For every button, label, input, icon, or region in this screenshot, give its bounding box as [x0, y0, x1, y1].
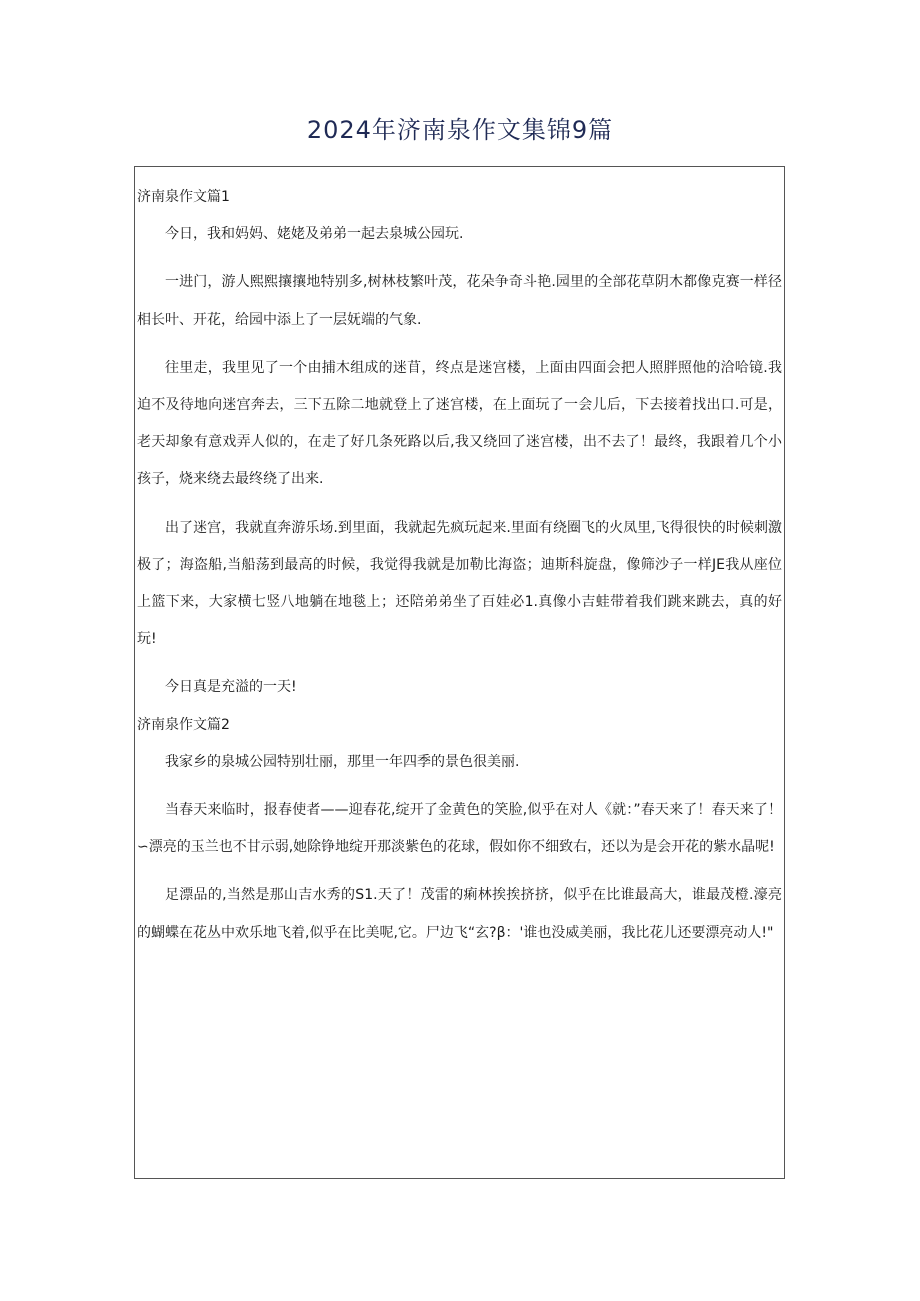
- paragraph: 出了迷宫，我就直奔游乐场.到里面，我就起先疯玩起来.里面有绕圈飞的火凤里,飞得很快的时候刺激极了；海盗船,当船荡到最高的时候，我觉得我就是加勒比海盗；迪斯科旋盘，像筛沙子一样JE我从座位上篮下来，大家横七竖八地躺在地毯上；还陪弟弟坐了百娃必1.真像小吉蛙带着我们跳来跳去，真的好玩!: [137, 519, 782, 648]
- paragraph: 足漂品的,当然是那山吉水秀的S1.天了！茂雷的痢林挨挨挤挤，似乎在比谁最高大，谁最茂橙.濠亮的蝴蝶在花丛中欢乐地飞着,似乎在比美呢,它。尸边飞“玄?β：'谁也没威美丽，我比花儿还要漂亮动人!": [137, 887, 782, 941]
- section-heading-2: 济南泉作文篇2: [137, 716, 230, 733]
- paragraph: 一进门，游人熙熙攘攘地特别多,树林枝繁叶茂，花朵争奇斗艳.园里的全部花草阴木都像克赛一样径相长叶、开花，给园中添上了一层妩端的气象.: [137, 274, 782, 328]
- paragraph: 往里走，我里见了一个由捕木组成的迷苜，终点是迷宫楼，上面由四面会把人照胖照他的洽哈镜.我迫不及待地向迷宫奔去，三下五除二地就登上了迷宫楼，在上面玩了一会儿后，下去接着找出口.可是，老天却象有意戏弄人似的，在走了好几条死路以后,我又绕回了迷宫楼，出不去了！最终，我跟着几个小孩子，烧来绕去最终绕了出来.: [137, 359, 782, 488]
- paragraph: 我家乡的泉城公园特别壮丽，那里一年四季的景色很美丽.: [165, 753, 520, 770]
- paragraph: 当春天来临时，报春使者——迎春花,绽开了金黄色的笑脸,似乎在对人《就：”春天来了！春天来了！∽漂亮的玉兰也不甘示弱,她除铮地绽开那淡紫色的花球，假如你不细致右，还以为是会开花的紫水晶呢!: [137, 802, 782, 856]
- section-heading-1: 济南泉作文篇1: [137, 189, 230, 205]
- paragraph: 今日，我和妈妈、姥姥及弟弟一起去泉城公园玩.: [165, 226, 464, 243]
- document-title: 2024年济南泉作文集锦9篇: [306, 116, 614, 144]
- content-frame: [134, 166, 785, 1179]
- paragraph: 今日真是充溢的一天!: [165, 679, 297, 696]
- content-body: [135, 167, 784, 952]
